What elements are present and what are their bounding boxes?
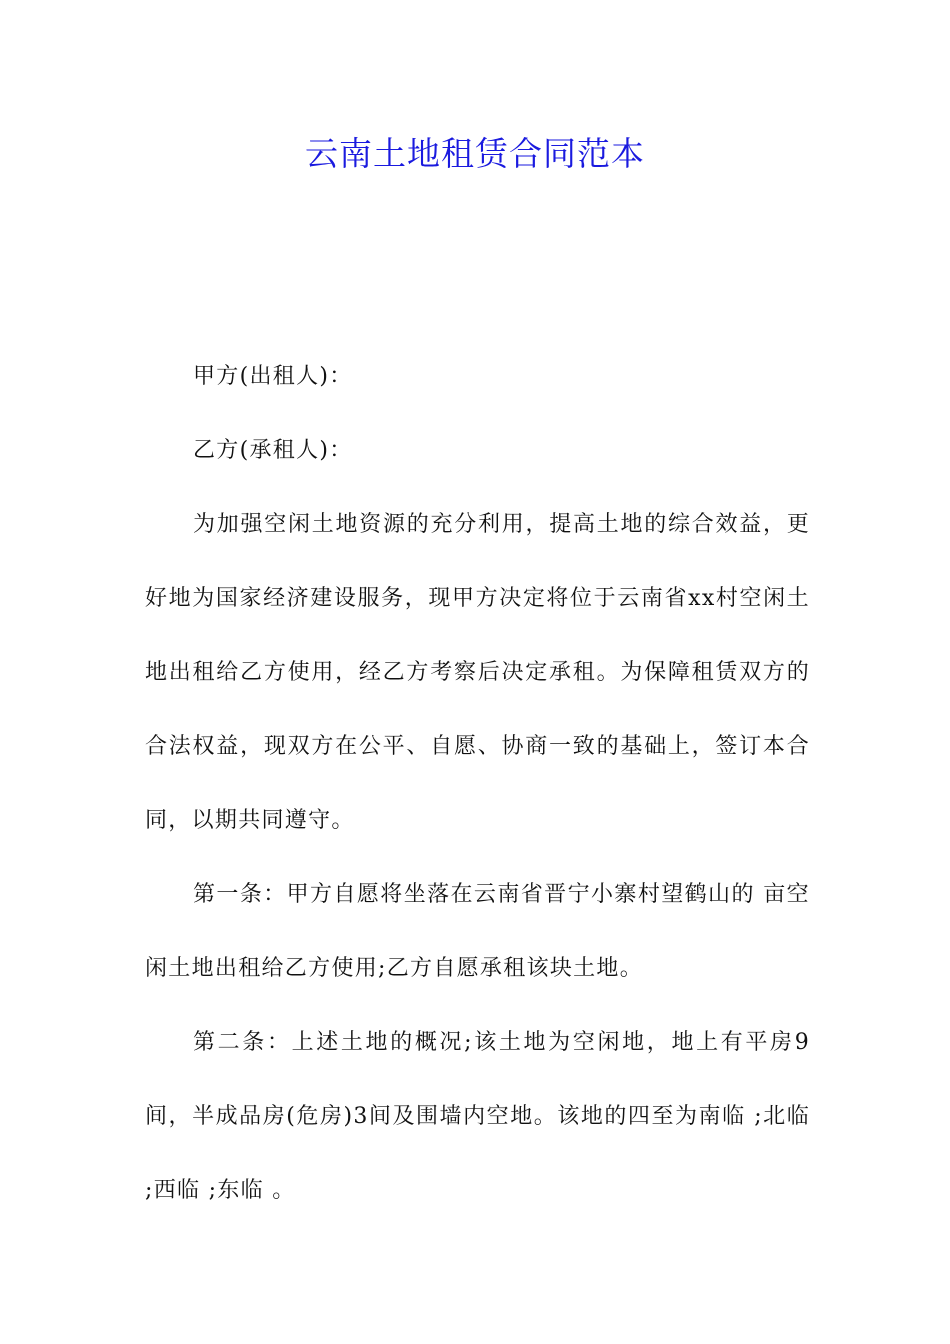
article-one-paragraph: 第一条：甲方自愿将坐落在云南省晋宁小寨村望鹤山的 亩空闲土地出租给乙方使用;乙方自愿承租该块土地。	[145, 882, 810, 981]
document-title: 云南土地租赁合同范本	[305, 134, 645, 173]
preamble-paragraph: 为加强空闲土地资源的充分利用，提高土地的综合效益，更好地为国家经济建设服务，现甲方决定将位于云南省xx村空闲土地出租给乙方使用，经乙方考察后决定承租。为保障租赁双方的合法权益，现双方在公平、自愿、协商一致的基础上，签订本合同，以期共同遵守。	[145, 512, 810, 833]
party-a-line: 甲方(出租人)：	[193, 364, 353, 389]
party-b-line: 乙方(承租人)：	[193, 438, 353, 463]
document-body	[145, 340, 810, 1228]
article-two-paragraph: 第二条：上述土地的概况;该土地为空闲地，地上有平房9间，半成品房(危房)3间及围墙内空地。该地的四至为南临 ;北临 ;西临 ;东临 。	[145, 1030, 810, 1203]
